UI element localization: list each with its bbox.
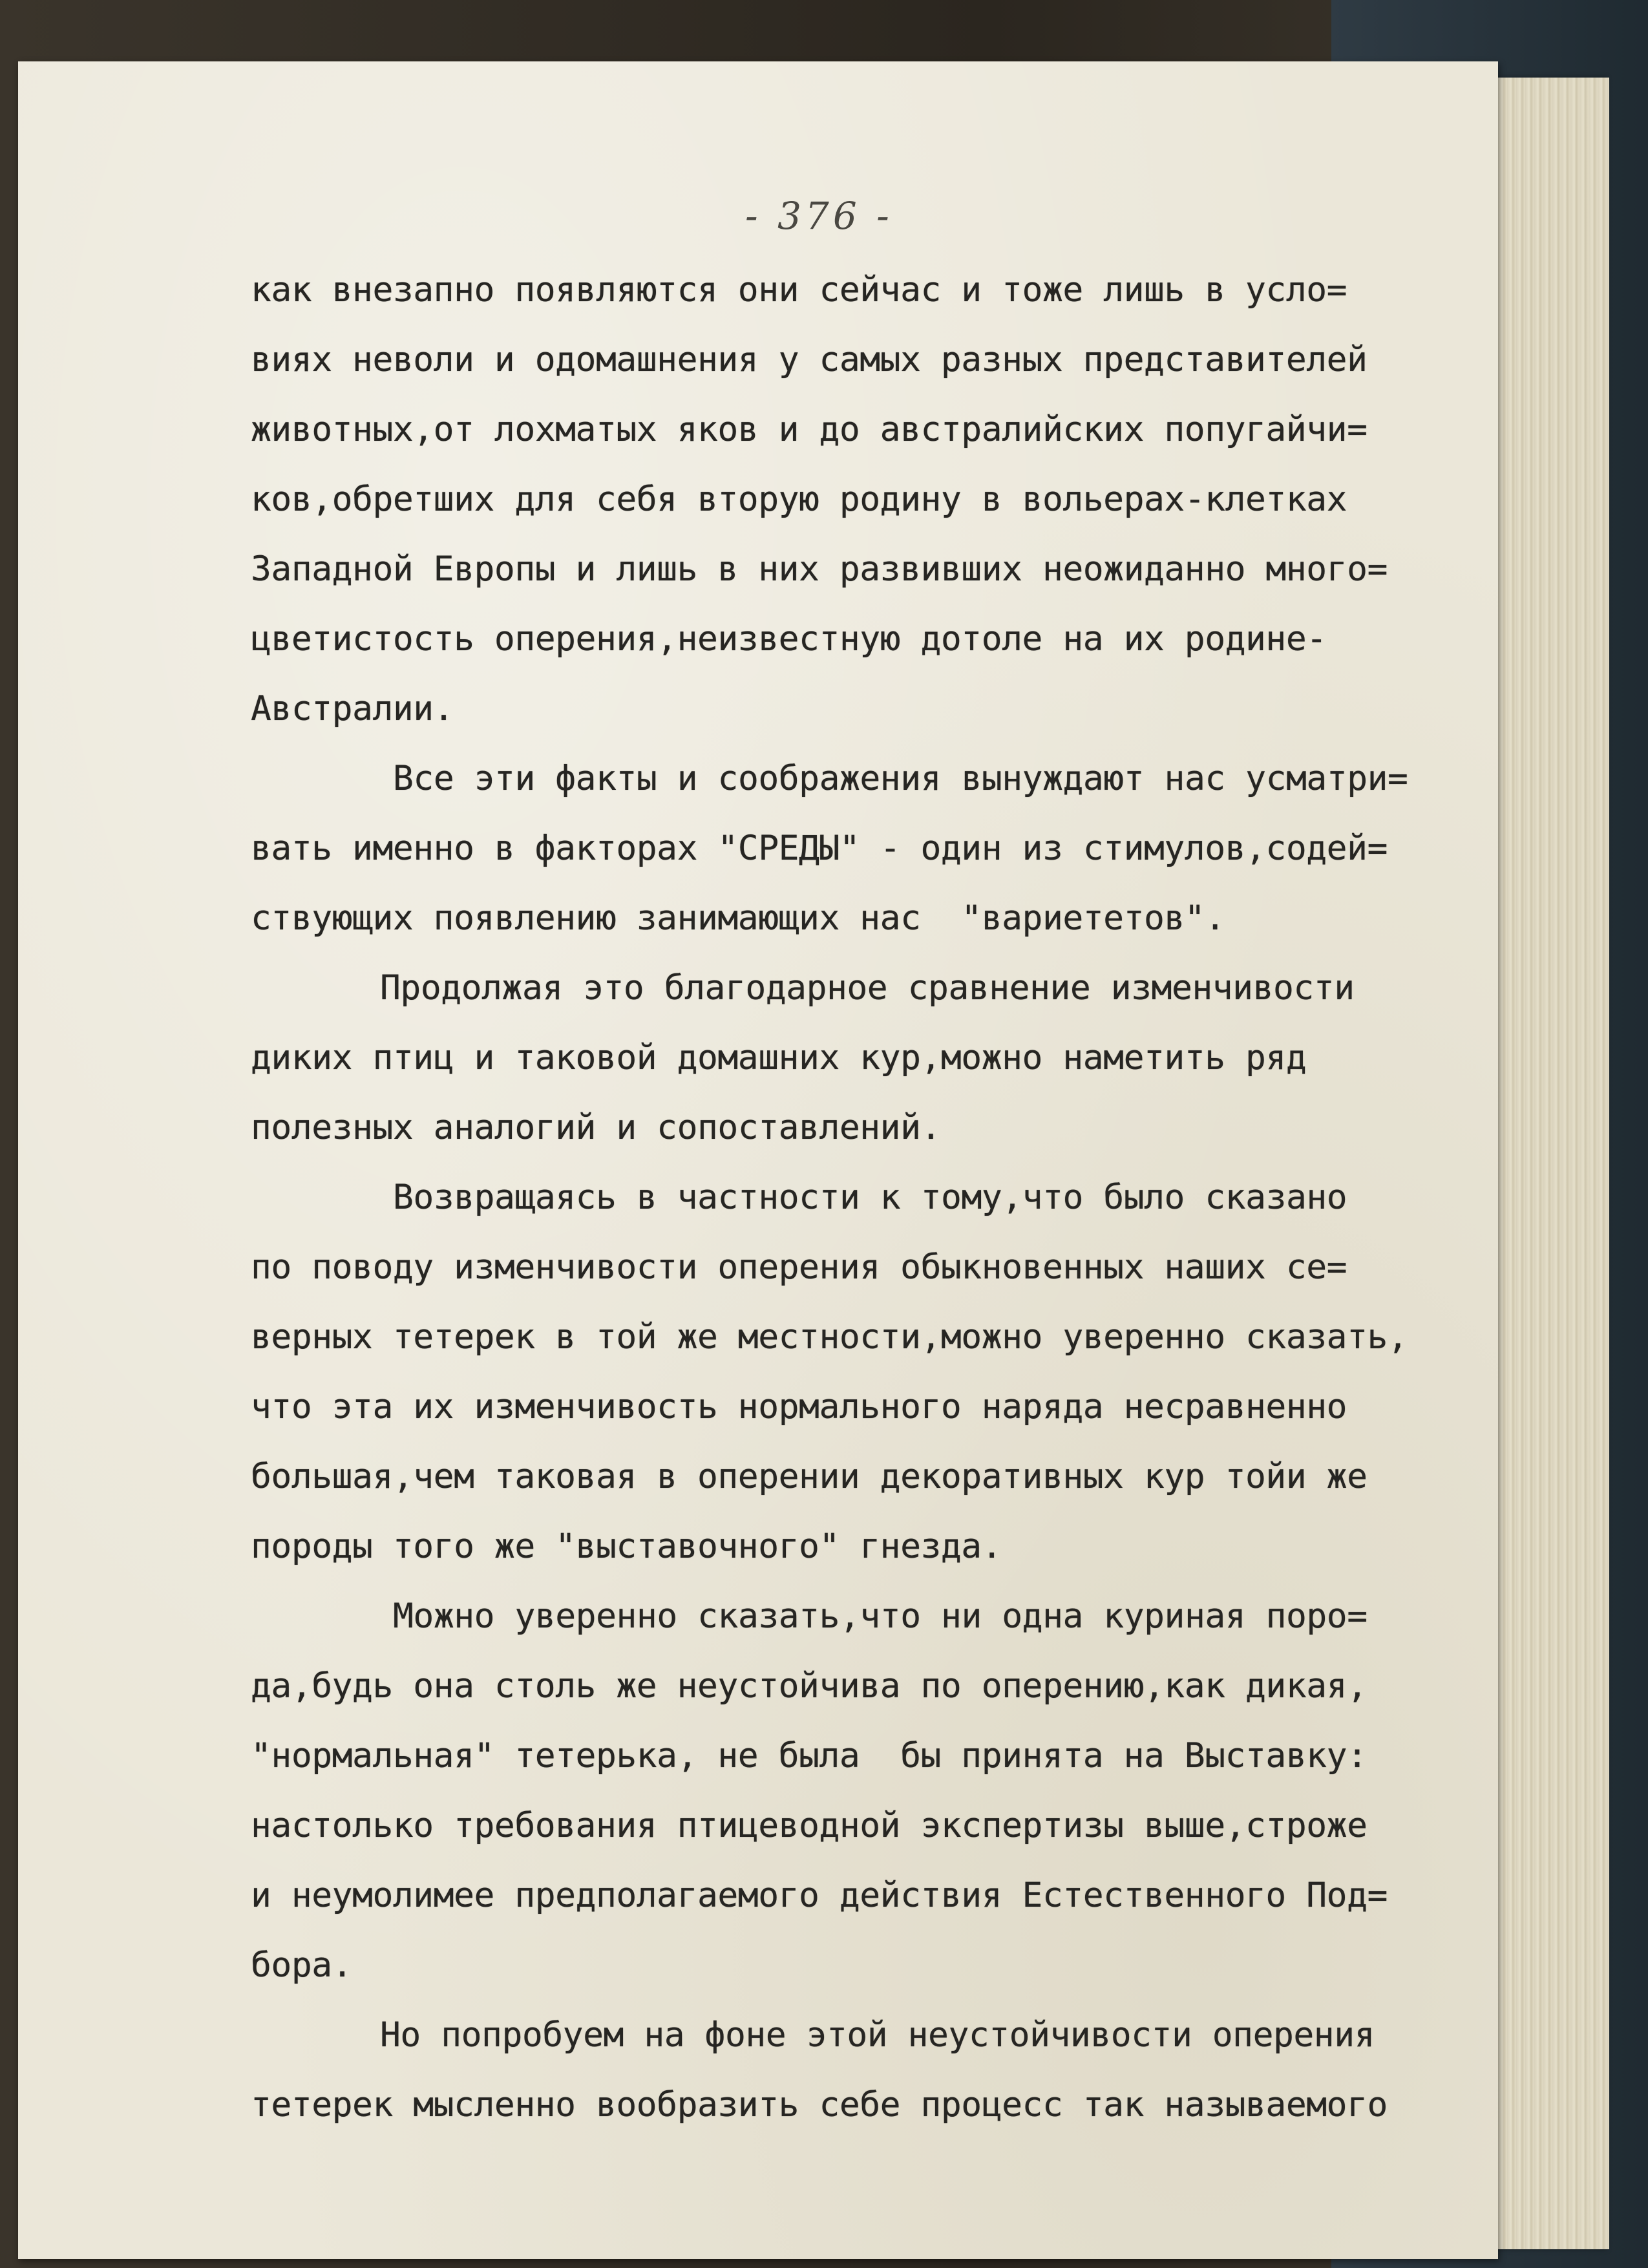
text-line: ствующих появлению занимающих нас "вариететов". bbox=[251, 898, 1225, 938]
body-text bbox=[251, 255, 1530, 2140]
text-line: цветистость оперения,неизвестную дотоле на их родине- bbox=[251, 619, 1327, 659]
paragraph-start-line: Но попробуем на фоне этой неустойчивости оперения bbox=[380, 2015, 1375, 2055]
text-line: Австралии. bbox=[251, 689, 454, 728]
paragraph-start-line: Продолжая это благодарное сравнение изменчивости bbox=[380, 968, 1355, 1008]
text-line: ков,обретших для себя вторую родину в вольерах-клетках bbox=[251, 480, 1347, 519]
paragraph-start-line: Возвращаясь в частности к тому,что было сказано bbox=[393, 1178, 1347, 1217]
text-line: диких птиц и таковой домашних кур,можно наметить ряд bbox=[251, 1038, 1307, 1077]
text-line: настолько требования птицеводной экспертизы выше,строже bbox=[251, 1806, 1368, 1845]
paragraph-start-line: Все эти факты и соображения вынуждают нас усматри= bbox=[393, 759, 1408, 798]
paragraph-start-line: Можно уверенно сказать,что ни одна куриная поро= bbox=[393, 1596, 1368, 1636]
text-line: по поводу изменчивости оперения обыкновенных наших се= bbox=[251, 1247, 1347, 1287]
text-line: Западной Европы и лишь в них развивших неожиданно много= bbox=[251, 549, 1388, 589]
text-line: большая,чем таковая в оперении декоративных кур тойи же bbox=[251, 1457, 1368, 1496]
text-line: животных,от лохматых яков и до австралийских попугайчи= bbox=[251, 410, 1368, 449]
text-line: как внезапно появляются они сейчас и тоже лишь в усло= bbox=[251, 270, 1347, 310]
text-line: "нормальная" тетерька, не была бы принята на Выставку: bbox=[251, 1736, 1368, 1775]
text-line: верных тетерек в той же местности,можно уверенно сказать, bbox=[251, 1317, 1408, 1357]
text-line: что эта их изменчивость нормального наряда несравненно bbox=[251, 1387, 1347, 1426]
text-line: полезных аналогий и сопоставлений. bbox=[251, 1108, 941, 1147]
text-line: породы того же "выставочного" гнезда. bbox=[251, 1527, 1002, 1566]
text-line: бора. bbox=[251, 1945, 353, 1985]
text-line: тетерек мысленно вообразить себе процесс так называемого bbox=[251, 2085, 1388, 2125]
text-line: вать именно в факторах "СРЕДЫ" - один из стимулов,содей= bbox=[251, 829, 1388, 868]
page-number: - 376 - bbox=[745, 194, 893, 238]
text-line: виях неволи и одомашнения у самых разных представителей bbox=[251, 340, 1368, 379]
typewritten-page bbox=[18, 61, 1498, 2259]
text-line: и неумолимее предполагаемого действия Естественного Под= bbox=[251, 1876, 1388, 1915]
text-line: да,будь она столь же неустойчива по оперению,как дикая, bbox=[251, 1666, 1368, 1706]
